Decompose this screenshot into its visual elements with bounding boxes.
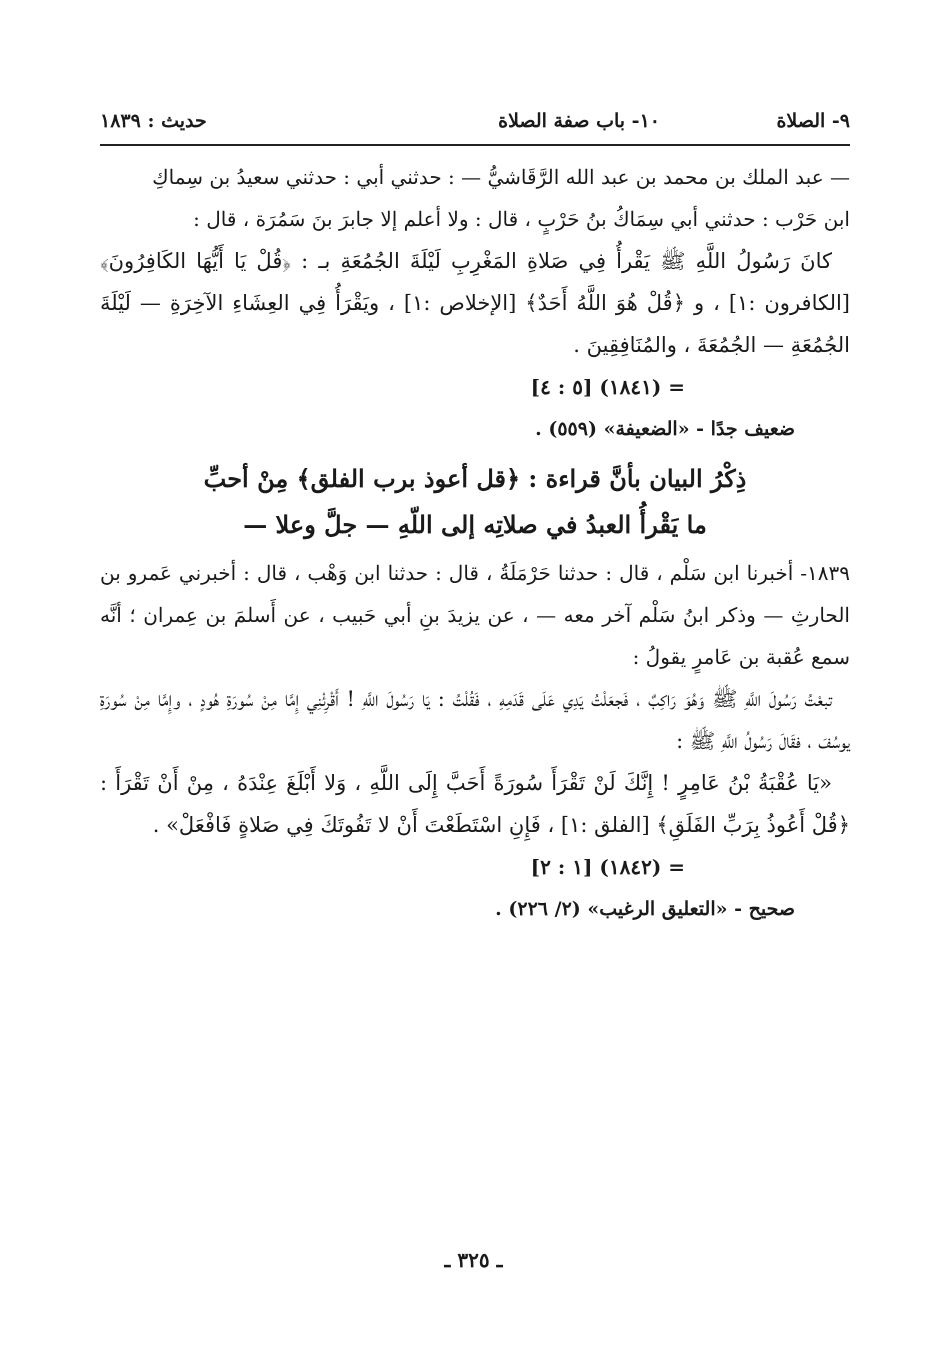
- header-hadith-number: حديث : ١٨٣٩: [100, 110, 207, 132]
- header-chapter: ٩- الصلاة: [776, 110, 850, 132]
- hadith-grade: صحيح - «التعليق الرغيب» (٢/ ٢٢٦) .: [495, 898, 795, 920]
- page: [100, 100, 850, 930]
- hadith-isnad: ١٨٣٩- أخبرنا ابن سَلْم ، قال : حدثنا حَرْمَلَةُ ، قال : حدثنا ابن وَهْب ، قال : أخبرني عَمرو بن الحارثِ — وذكر ابنُ سَلْم آخر معه — ، عن يزيدَ بنِ أبي حَبيب ، عن أَسلمَ بن عِمران ؛ أنَّه سمع عُقبة بن عَامرٍ يقولُ :: [100, 561, 850, 669]
- hadith-reference: = (١٨٤٢) [١ : ٢]: [530, 855, 685, 879]
- prev-matn: كانَ رَسُولُ اللَّهِ ﷺ يَقْرأُ فِي صَلاةِ المَغْرِبِ لَيْلَةَ الجُمُعَةِ بـ : ﴿قُلْ يَا أَيُّهَا الكَافِرُونَ﴾ [الكافرون :١] ، و ﴿قُلْ هُوَ اللَّهُ أَحَدٌ﴾ [الإخلاص :١] ، ويَقْرَأُ فِي العِشَاءِ الآخِرَةِ — لَيْلَةَ الجُمُعَةِ — الجُمُعَةَ ، والمُنَافِقِينَ .: [100, 249, 850, 357]
- header-section: ١٠- باب صفة الصلاة: [498, 110, 660, 132]
- prev-isnad-line-2: ابن حَرْب : حدثني أبي سِمَاكُ بنُ حَرْبٍ ، قال : ولا أعلم إلا جابرَ بنَ سَمُرَة ، قال :: [193, 207, 850, 231]
- prev-isnad-line-1: — عبد الملك بن محمد بن عبد الله الرَّقَاشيُّ — : حدثني أبي : حدثني سعيدُ بن سِماكِ: [152, 165, 850, 189]
- running-header: [100, 100, 850, 146]
- page-number: ـ ٣٢٥ ـ: [444, 1248, 503, 1272]
- section-title: [100, 456, 850, 548]
- prev-reference: = (١٨٤١) [٥ : ٤]: [530, 375, 685, 399]
- prev-grade: ضعيف جدًا - «الضعيفة» (٥٥٩) .: [535, 418, 795, 440]
- main-text: [100, 156, 850, 930]
- hadith-matn-1: تبعْتُ رَسُولَ اللَّهِ ﷺ وَهُوَ رَاكِبٌ ، فَجعَلْتُ يَدِي عَلَى قَدَمِهِ ، فَقُلْتُ : يَا رَسُولَ اللَّهِ ! أَقْرِئْنِي إِمَّا مِنْ سُورَةِ هُودٍ ، وإِمَّا مِنْ سُورَةِ يوسُفَ ، فقَالَ رَسُولُ اللَّهِ ﷺ :: [100, 687, 850, 753]
- section-title-line-1: ذِكْرُ البيان بأنَّ قراءة : ﴿قل أعوذ برب الفلق﴾ مِنْ أحبِّ: [203, 464, 747, 493]
- section-title-line-2: ما يَقْرأُ العبدُ في صلاتِه إلى اللّهِ — جلَّ وعلا —: [243, 510, 707, 539]
- hadith-matn-2: «يَا عُقْبَةُ بْنُ عَامِرٍ ! إِنَّكَ لَنْ تَقْرَأَ سُورَةً أَحَبَّ إِلَى اللَّهِ ، وَلا أَبْلَغَ عِنْدَهُ ، مِنْ أَنْ تَقْرَأَ : ﴿قُلْ أَعُوذُ بِرَبِّ الفَلَقِ﴾ [الفلق :١] ، فَإِنِ اسْتَطَعْتَ أَنْ لا تَفُوتَكَ فِي صَلاةٍ فَافْعَلْ» .: [100, 771, 850, 837]
